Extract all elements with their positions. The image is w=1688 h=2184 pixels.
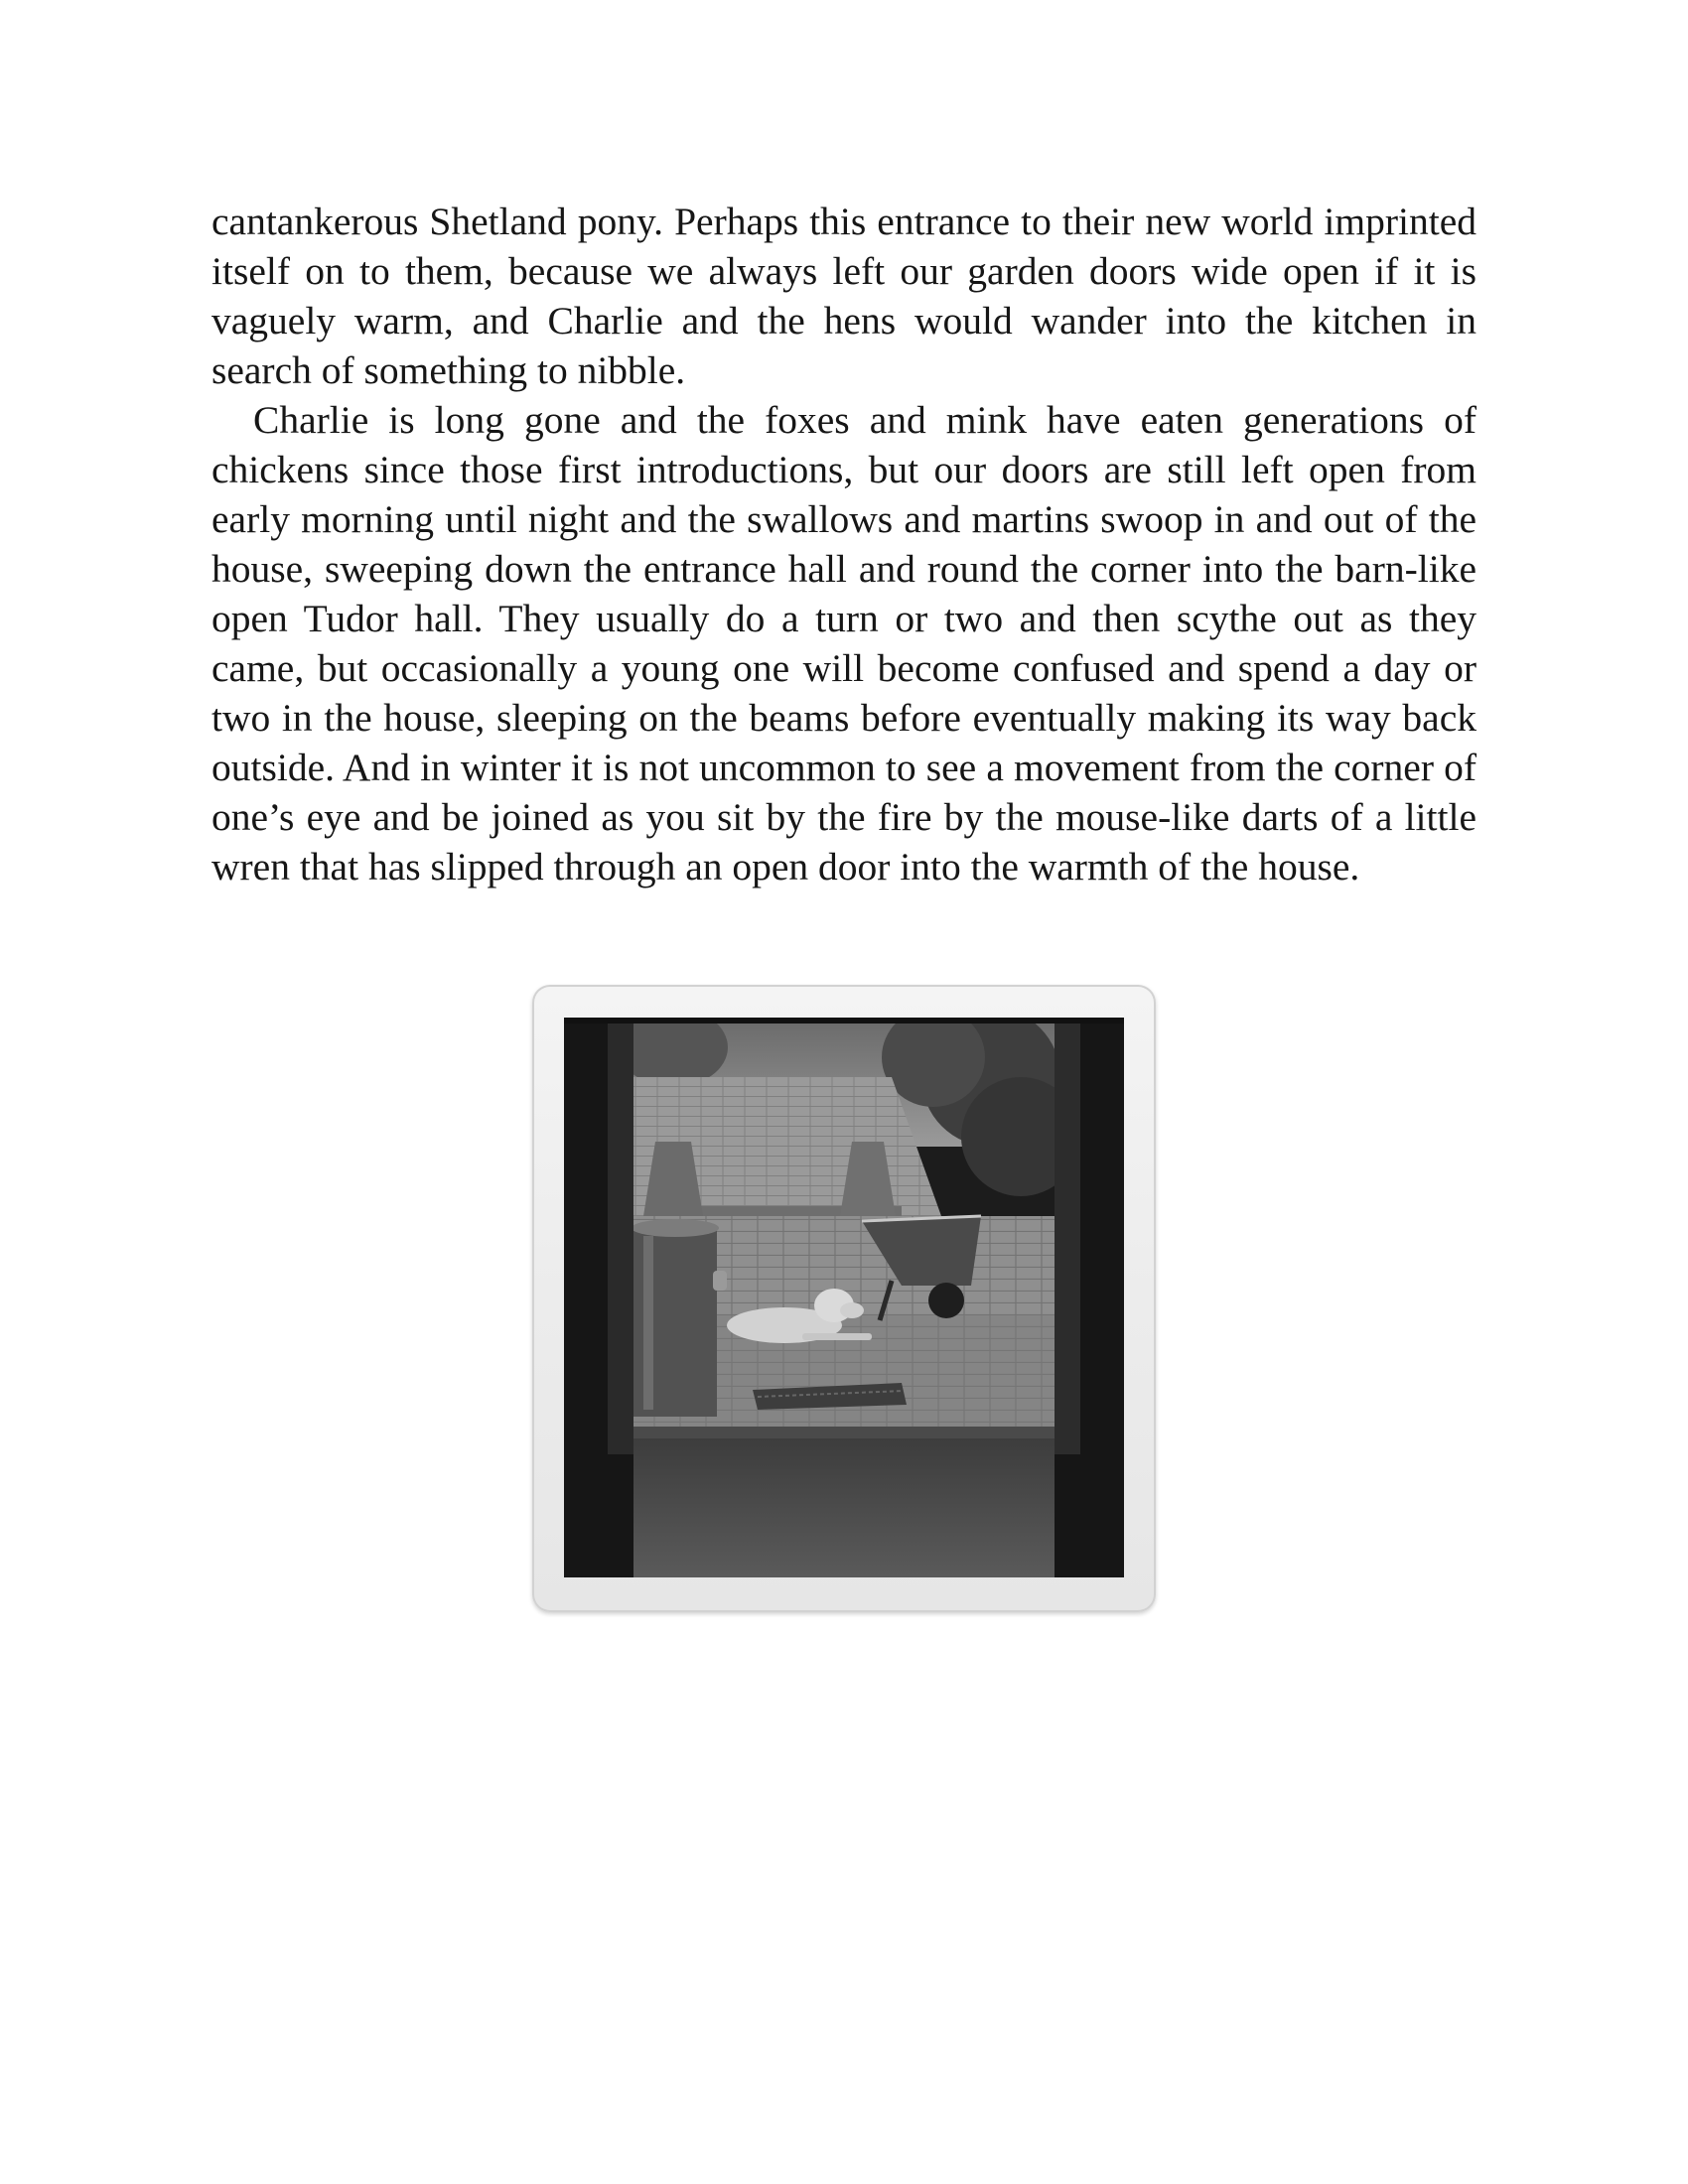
body-text — [211, 197, 1477, 891]
paragraph-charlie: Charlie is long gone and the foxes and mink have eaten generations of chickens since those first introductions, but our doors are still left open from early morning until night and the swallows and martins swoop in and out of the house, sweeping down the entrance hall and round the corner into the barn-like open Tudor hall. They usually do a turn or two and then scythe out as they came, but occasionally a young one will become confused and spend a day or two in the house, sleeping on the beams before eventually making its way back outside. And in winter it is not uncommon to see a movement from the corner of one’s eye and be joined as you sit by the fire by the mouse-like darts of a little wren that has slipped through an open door into the warmth of the house. — [211, 398, 1477, 888]
paragraph-continued: cantankerous Shetland pony. Perhaps this entrance to their new world imprinted itself on to them, because we always left our garden doors wide open if it is vaguely warm, and Charlie and the hens would wander into the kitchen in search of something to nibble. — [211, 200, 1477, 392]
photograph — [532, 985, 1156, 1612]
doorway-dog-photo — [564, 1018, 1124, 1577]
